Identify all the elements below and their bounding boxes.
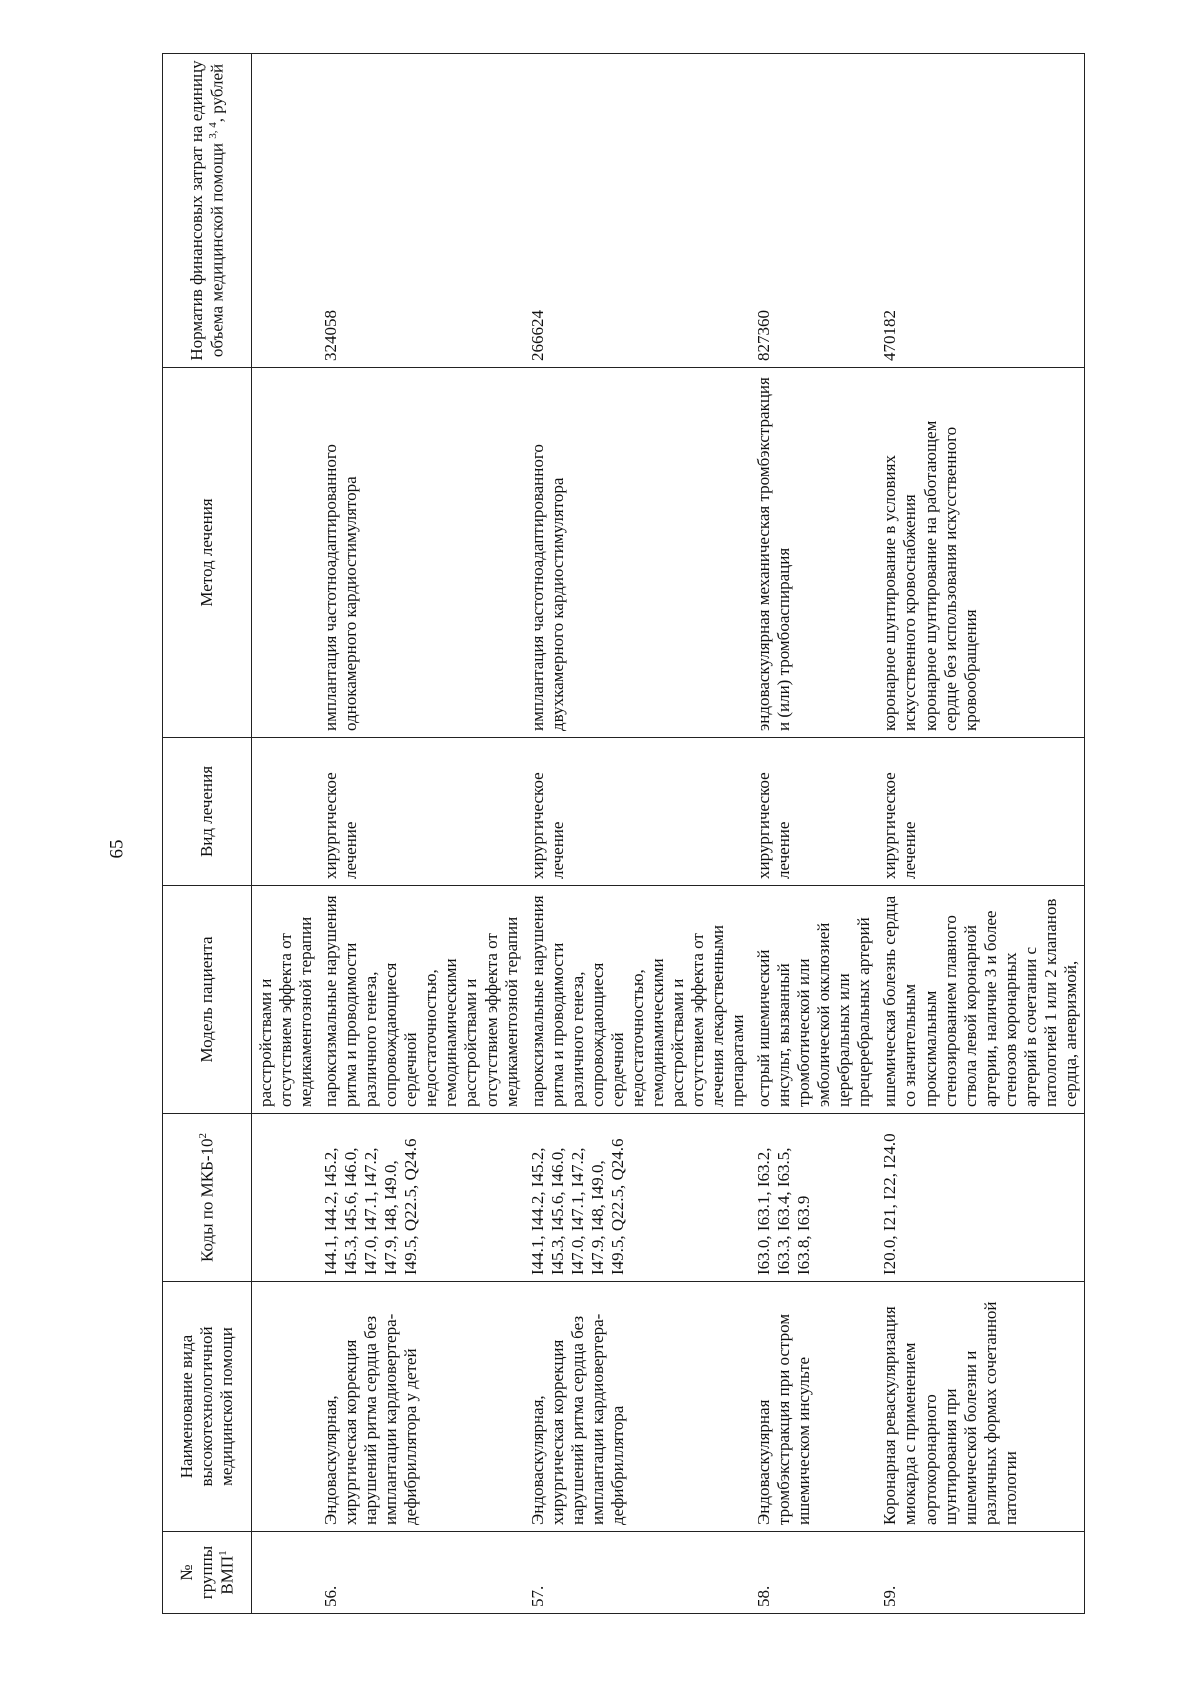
row-cost: 827360 xyxy=(751,54,877,368)
row-method xyxy=(318,368,524,738)
row-model: пароксизмальные нарушения ритма и проводимости различного генеза, сопровождающиеся сердечной недостаточностью, гемодинамическими расстройствами и отсутствием эффекта от лечения лекарственными препаратами xyxy=(525,886,752,1114)
header-codes: Коды по МКБ-$10^2$ xyxy=(163,1114,252,1282)
row-codes: I63.0, I63.1, I63.2, I63.3, I63.4, I63.5, I63.8, I63.9 xyxy=(751,1114,877,1282)
row-num: 59. xyxy=(877,1532,1084,1614)
header-name: Наименование вида высокотехнологичной медицинской помощи xyxy=(163,1282,252,1532)
method-item: эндоваскулярная механическая тромбэкстракция и (или) тромбоаспирация xyxy=(754,377,794,731)
row-model: острый ишемический инсульт, вызванный тромботической или эмболической окклюзией церебральных или прецеребральных артерий xyxy=(751,886,877,1114)
row-method xyxy=(751,368,877,738)
table-header xyxy=(163,54,252,1614)
method-item: коронарное шунтирование в условиях искусственного кровоснабжения xyxy=(880,455,920,731)
row-kind: хирургическое лечение xyxy=(525,738,752,886)
row-name: Эндоваскулярная, хирургическая коррекция нарушений ритма сердца без имплантации кардиовертера-дефибриллятора xyxy=(525,1282,752,1532)
method-item: имплантация частотноадаптированного двухкамерного кардиостимулятора xyxy=(527,444,567,731)
table-row xyxy=(877,54,1084,1614)
rotated-table-wrapper xyxy=(162,54,1184,1614)
row-cost: 470182 xyxy=(877,54,1084,368)
table-row-continuation xyxy=(252,54,319,1614)
row-num: 58. xyxy=(751,1532,877,1614)
row-codes: I20.0, I21, I22, I24.0 xyxy=(877,1114,1084,1282)
method-item: имплантация частотноадаптированного однокамерного кардиостимулятора xyxy=(321,444,361,731)
row-method xyxy=(877,368,1084,738)
row-codes: I44.1, I44.2, I45.2, I45.3, I45.6, I46.0, I47.0, I47.1, I47.2, I47.9, I48, I49.0, I49.5, Q22.5, Q24.6 xyxy=(318,1114,524,1282)
row-kind: хирургическое лечение xyxy=(751,738,877,886)
page-number: 65 xyxy=(106,839,128,859)
row-name: Эндоваскулярная тромбэкстракция при остром ишемическом инсульте xyxy=(751,1282,877,1532)
continuation-model: расстройствами и отсутствием эффекта от медикаментозной терапии xyxy=(252,886,319,1114)
header-cost: Норматив финансовых затрат на единицу объема медицинской помощи $^{3, 4}$, рублей xyxy=(163,54,252,368)
header-kind: Вид лечения xyxy=(163,738,252,886)
header-method: Метод лечения xyxy=(163,368,252,738)
row-num: 57. xyxy=(525,1532,752,1614)
row-cost: 266624 xyxy=(525,54,752,368)
row-kind: хирургическое лечение xyxy=(318,738,524,886)
row-model: пароксизмальные нарушения ритма и проводимости различного генеза, сопровождающиеся сердечной недостаточностью, гемодинамическими расстройствами и отсутствием эффекта от медикаментозной терапии xyxy=(318,886,524,1114)
header-model: Модель пациента xyxy=(163,886,252,1114)
row-codes: I44.1, I44.2, I45.2, I45.3, I45.6, I46.0, I47.0, I47.1, I47.2, I47.9, I48, I49.0, I49.5, Q22.5, Q24.6 xyxy=(525,1114,752,1282)
table-row xyxy=(318,54,524,1614)
row-model: ишемическая болезнь сердца со значительным проксимальным стенозированием главного ствола левой коронарной артерии, наличие 3 и более стенозов коронарных артерий в сочетании с патологией 1 или 2 клапанов сердца, аневризмой, xyxy=(877,886,1084,1114)
row-name: Эндоваскулярная, хирургическая коррекция нарушений ритма сердца без имплантации кардиовертера-дефибриллятора у детей xyxy=(318,1282,524,1532)
method-item: коронарное шунтирование на работающем сердце без использования искусственного кровообращения xyxy=(920,420,980,731)
table-row xyxy=(751,54,877,1614)
row-cost: 324058 xyxy=(318,54,524,368)
row-kind: хирургическое лечение xyxy=(877,738,1084,886)
row-name: Коронарная реваскуляризация миокарда с применением аортокоронарного шунтирования при ишемической болезни и различных формах сочетанной патологии xyxy=(877,1282,1084,1532)
row-method xyxy=(525,368,752,738)
header-num: № группы ВМП$^1$ xyxy=(163,1532,252,1614)
vmp-table xyxy=(162,53,1085,1614)
row-num: 56. xyxy=(318,1532,524,1614)
table-row xyxy=(525,54,752,1614)
